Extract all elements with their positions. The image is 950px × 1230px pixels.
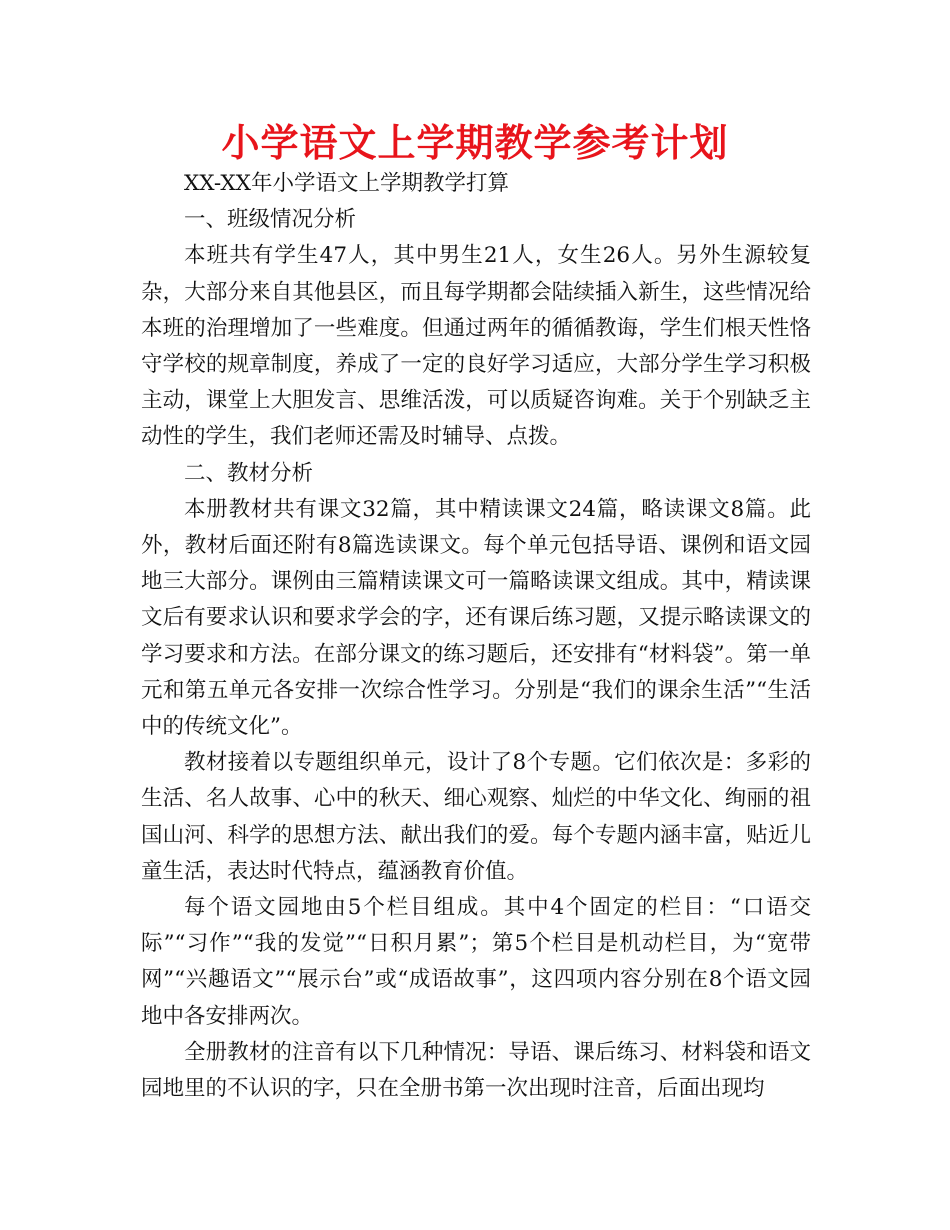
paragraph-textbook-topics: 教材接着以专题组织单元，设计了8个专题。它们依次是：多彩的生活、名人故事、心中的秋天、细心观察、灿烂的中华文化、绚丽的祖国山河、科学的思想方法、献出我们的爱。每个专题内涵丰富，贴近儿童生活，表达时代特点，蕴涵教育价值。 xyxy=(141,750,811,884)
paragraph-class-analysis: 本班共有学生47人，其中男生21人，女生26人。另外生源较复杂，大部分来自其他县区，而且每学期都会陆续插入新生，这些情况给本班的治理增加了一些难度。但通过两年的循循教诲，学生们根天性恪守学校的规章制度，养成了一定的良好学习适应，大部分学生学习积极主动，课堂上大胆发言、思维活泼，可以质疑咨询难。关于个别缺乏主动性的学生，我们老师还需及时辅导、点拨。 xyxy=(141,243,811,450)
paragraph-textbook-structure: 本册教材共有课文32篇，其中精读课文24篇，略读课文8篇。此外，教材后面还附有8篇选读课文。每个单元包括导语、课例和语文园地三大部分。课例由三篇精读课文可一篇略读课文组成。其中，精读课文后有要求认识和要求学会的字，还有课后练习题，又提示略读课文的学习要求和方法。在部分课文的练习题后，还安排有“材料袋”。第一单元和第五单元各安排一次综合性学习。分别是“我们的课余生活”“生活中的传统文化”。 xyxy=(141,496,811,740)
section-heading-class-analysis: 一、班级情况分析 xyxy=(184,207,357,233)
paragraph-pinyin-annotation: 全册教材的注音有以下几种情况：导语、课后练习、材料袋和语文园地里的不认识的字，只在全册书第一次出现时注音，后面出现均 xyxy=(141,1039,811,1102)
subtitle-paragraph: XX-XX年小学语文上学期教学打算 xyxy=(184,171,509,196)
paragraph-chinese-garden: 每个语文园地由5个栏目组成。其中4个固定的栏目：“口语交际”“习作”“我的发觉”“日积月累”；第5个栏目是机动栏目，为“宽带网”“兴趣语文”“展示台”或“成语故事”，这四项内容分别在8个语文园地中各安排两次。 xyxy=(141,895,811,1029)
section-heading-textbook-analysis: 二、教材分析 xyxy=(184,460,314,486)
document-body xyxy=(141,166,811,1107)
document-title: 小学语文上学期教学参考计划 xyxy=(221,121,729,165)
